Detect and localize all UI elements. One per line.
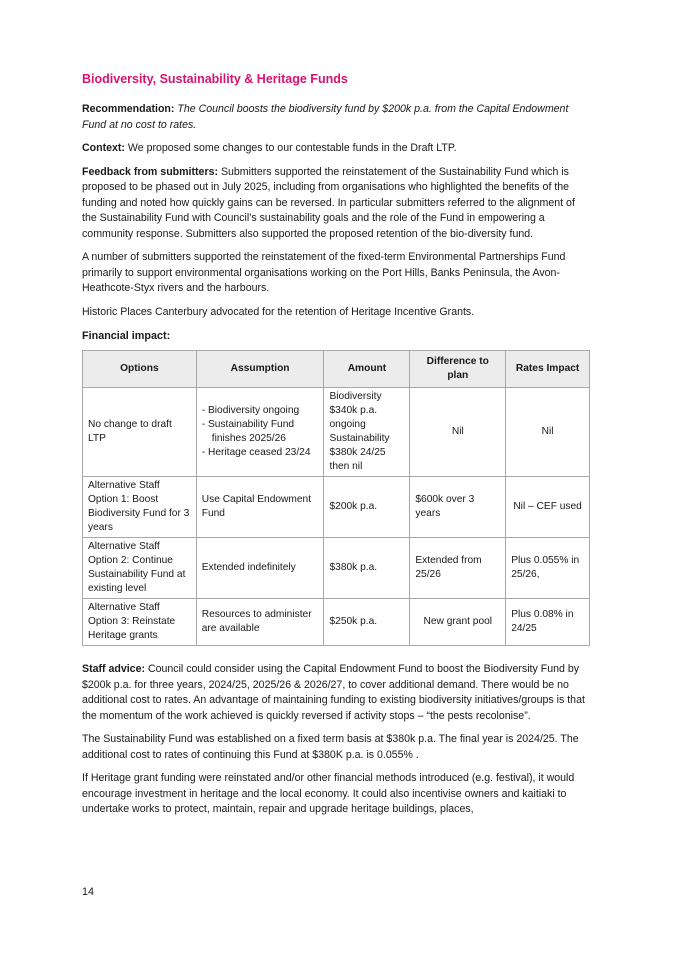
assumption-item: - Sustainability Fund finishes 2025/26 (201, 419, 295, 444)
context-paragraph (82, 141, 585, 157)
recommendation-paragraph (82, 102, 585, 133)
partnerships-paragraph: A number of submitters supported the reinstatement of the fixed-term Environmental Partnerships Fund primarily to support environmental organisations working on the Port Hills, Banks Peninsula, the Avon-Heathcote-Styx rivers and the harbours. (82, 251, 566, 294)
feedback-label: Feedback from submitters: (82, 165, 218, 178)
cell-option: No change to draft LTP (83, 388, 197, 477)
cell-difference: New grant pool (410, 599, 506, 646)
cell-amount: $250k p.a. (324, 599, 410, 646)
header-amount: Amount (324, 351, 410, 388)
amount-line: then nil (329, 461, 363, 472)
table-row (83, 477, 590, 538)
assumption-item: - Biodiversity ongoing (201, 405, 300, 416)
section-heading: Biodiversity, Sustainability & Heritage Funds (82, 72, 348, 86)
financial-impact-label: Financial impact: (82, 330, 171, 342)
table-row (83, 388, 590, 477)
cell-rates-impact: Plus 0.055% in 25/26, (506, 538, 590, 599)
staff-advice-paragraph (82, 662, 585, 724)
heritage-advocacy-paragraph: Historic Places Canterbury advocated for the retention of Heritage Incentive Grants. (82, 305, 475, 318)
feedback-text: Submitters supported the reinstatement of the Sustainability Fund which is proposed to be phased out in July 2025, including from organisations who highlighted the benefits of the funding and noted how quickly gains can be reversed. In particular submitters referred to the alignment of the Sustainability Fund with Council’s sustainability goals and the role of the Fund in empowering a community response. Submitters also supported the proposed retention of the bio-diversity fund. (82, 165, 575, 240)
cell-difference: Nil (410, 388, 506, 477)
cell-amount: $200k p.a. (324, 477, 410, 538)
cell-rates-impact: Plus 0.08% in 24/25 (506, 599, 590, 646)
header-assumption: Assumption (196, 351, 324, 388)
cell-assumption (196, 388, 324, 477)
amount-line: ongoing (329, 419, 366, 430)
amount-line: Biodiversity (329, 391, 382, 402)
financial-impact-table (82, 350, 590, 646)
table-header-row (83, 351, 590, 388)
context-text: We proposed some changes to our contestable funds in the Draft LTP. (127, 142, 457, 154)
assumption-item: - Heritage ceased 23/24 (201, 447, 311, 458)
header-difference: Difference to plan (410, 351, 506, 388)
cell-assumption: Use Capital Endowment Fund (196, 477, 324, 538)
page-number: 14 (82, 886, 95, 898)
heritage-grants-paragraph: If Heritage grant funding were reinstated and/or other financial methods introduced (e.g. festival), it would encourage investment in heritage and the local economy. It could also incentivise owners and kaitiaki to undertake works to protect, maintain, repair and upgrade heritage buildings, places, (82, 772, 575, 815)
context-label: Context: (82, 142, 125, 154)
cell-option: Alternative Staff Option 1: Boost Biodiversity Fund for 3 years (83, 477, 197, 538)
cell-rates-impact: Nil (506, 388, 590, 477)
feedback-paragraph (82, 165, 585, 243)
table-row (83, 599, 590, 646)
cell-amount (324, 388, 410, 477)
table-row (83, 538, 590, 599)
header-rates-impact: Rates Impact (506, 351, 590, 388)
amount-line: Sustainability (329, 433, 390, 444)
cell-option: Alternative Staff Option 3: Reinstate Heritage grants (83, 599, 197, 646)
cell-assumption: Extended indefinitely (196, 538, 324, 599)
cell-amount: $380k p.a. (324, 538, 410, 599)
cell-assumption: Resources to administer are available (196, 599, 324, 646)
cell-difference: $600k over 3 years (410, 477, 506, 538)
cell-option: Alternative Staff Option 2: Continue Sustainability Fund at existing level (83, 538, 197, 599)
amount-line: $340k p.a. (329, 405, 378, 416)
amount-line: $380k 24/25 (329, 447, 386, 458)
cell-rates-impact: Nil – CEF used (506, 477, 590, 538)
recommendation-text: The Council boosts the biodiversity fund by $200k p.a. from the Capital Endowment Fund at no cost to rates. (82, 103, 569, 131)
recommendation-label: Recommendation: (82, 103, 175, 115)
cell-difference: Extended from 25/26 (410, 538, 506, 599)
header-options: Options (83, 351, 197, 388)
staff-advice-text: Council could consider using the Capital Endowment Fund to boost the Biodiversity Fund by $200k p.a. for three years, 2024/25, 2025/26 & 2026/27, to cover additional demand. There would be no additional cost to rates. An advantage of maintaining funding to existing biodiversity initiatives/groups is that the momentum of the work achieved is quickly reversed if activity stops – “the pests recolonise”. (82, 663, 585, 722)
staff-advice-label: Staff advice: (82, 663, 145, 675)
sustainability-fund-paragraph: The Sustainability Fund was established on a fixed term basis at $380k p.a. The final year is 2024/25. The additional cost to rates of continuing this Fund at $380K p.a. is 0.055% . (82, 733, 579, 761)
